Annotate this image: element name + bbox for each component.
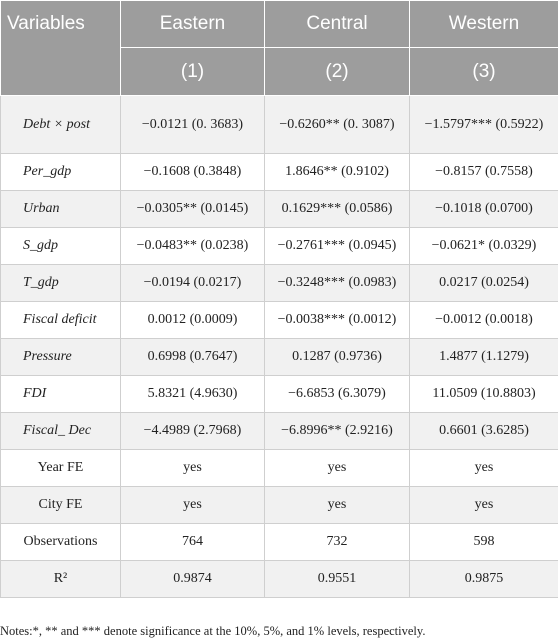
table-cell: yes xyxy=(121,450,265,487)
table-cell: yes xyxy=(410,487,558,524)
table-cell: 1.8646** (0.9102) xyxy=(265,154,410,191)
column-header-western: Western xyxy=(410,1,558,48)
table-body xyxy=(1,96,558,598)
table-header xyxy=(1,1,558,96)
row-label: City FE xyxy=(1,487,121,524)
row-label: S_gdp xyxy=(1,228,121,265)
row-label: Fiscal_ Dec xyxy=(1,413,121,450)
variables-header: Variables xyxy=(1,1,121,96)
table-notes: Notes:*, ** and *** denote significance at the 10%, 5%, and 1% levels, respectively. xyxy=(0,624,426,638)
table-cell: yes xyxy=(410,450,558,487)
table-cell: 0.0012 (0.0009) xyxy=(121,302,265,339)
table-row xyxy=(1,154,558,191)
table-cell: −1.5797*** (0.5922) xyxy=(410,96,558,154)
table-cell: 0.0217 (0.0254) xyxy=(410,265,558,302)
row-label: Year FE xyxy=(1,450,121,487)
table-cell: −6.8996** (2.9216) xyxy=(265,413,410,450)
table-cell: −4.4989 (2.7968) xyxy=(121,413,265,450)
table-cell: 1.4877 (1.1279) xyxy=(410,339,558,376)
table-cell: −0.2761*** (0.0945) xyxy=(265,228,410,265)
table-row xyxy=(1,302,558,339)
table-cell: 0.9551 xyxy=(265,561,410,598)
table-cell: 5.8321 (4.9630) xyxy=(121,376,265,413)
row-label: R² xyxy=(1,561,121,598)
column-header-central: Central xyxy=(265,1,410,48)
table-cell: 0.6998 (0.7647) xyxy=(121,339,265,376)
table-cell: −0.6260** (0. 3087) xyxy=(265,96,410,154)
table-row xyxy=(1,376,558,413)
row-label: T_gdp xyxy=(1,265,121,302)
table-cell: yes xyxy=(265,487,410,524)
table-cell: 11.0509 (10.8803) xyxy=(410,376,558,413)
table-cell: −0.0038*** (0.0012) xyxy=(265,302,410,339)
table-row xyxy=(1,561,558,598)
table-row xyxy=(1,191,558,228)
table-row xyxy=(1,524,558,561)
table-cell: −0.8157 (0.7558) xyxy=(410,154,558,191)
row-label: Fiscal deficit xyxy=(1,302,121,339)
table-cell: −0.0621* (0.0329) xyxy=(410,228,558,265)
row-label: Observations xyxy=(1,524,121,561)
table-row xyxy=(1,265,558,302)
table-cell: −0.0483** (0.0238) xyxy=(121,228,265,265)
table-cell: 764 xyxy=(121,524,265,561)
table-cell: 0.1287 (0.9736) xyxy=(265,339,410,376)
table-cell: 0.1629*** (0.0586) xyxy=(265,191,410,228)
table-row xyxy=(1,228,558,265)
table-row xyxy=(1,96,558,154)
table-row xyxy=(1,413,558,450)
table-cell: −6.6853 (6.3079) xyxy=(265,376,410,413)
row-label: Debt × post xyxy=(1,96,121,154)
table-cell: −0.0305** (0.0145) xyxy=(121,191,265,228)
table-cell: −0.0012 (0.0018) xyxy=(410,302,558,339)
table-cell: −0.0121 (0. 3683) xyxy=(121,96,265,154)
table-cell: yes xyxy=(121,487,265,524)
table-cell: 0.9875 xyxy=(410,561,558,598)
table-cell: −0.0194 (0.0217) xyxy=(121,265,265,302)
row-label: Urban xyxy=(1,191,121,228)
row-label: FDI xyxy=(1,376,121,413)
table-cell: 732 xyxy=(265,524,410,561)
table-cell: −0.1018 (0.0700) xyxy=(410,191,558,228)
column-header-eastern: Eastern xyxy=(121,1,265,48)
column-number-3: (3) xyxy=(410,48,558,96)
table-row xyxy=(1,339,558,376)
table-cell: yes xyxy=(265,450,410,487)
table-row xyxy=(1,450,558,487)
table-cell: 0.9874 xyxy=(121,561,265,598)
table-cell: 0.6601 (3.6285) xyxy=(410,413,558,450)
table-row xyxy=(1,487,558,524)
row-label: Pressure xyxy=(1,339,121,376)
table-cell: 598 xyxy=(410,524,558,561)
table-cell: −0.3248*** (0.0983) xyxy=(265,265,410,302)
table-cell: −0.1608 (0.3848) xyxy=(121,154,265,191)
row-label: Per_gdp xyxy=(1,154,121,191)
column-number-2: (2) xyxy=(265,48,410,96)
column-number-1: (1) xyxy=(121,48,265,96)
